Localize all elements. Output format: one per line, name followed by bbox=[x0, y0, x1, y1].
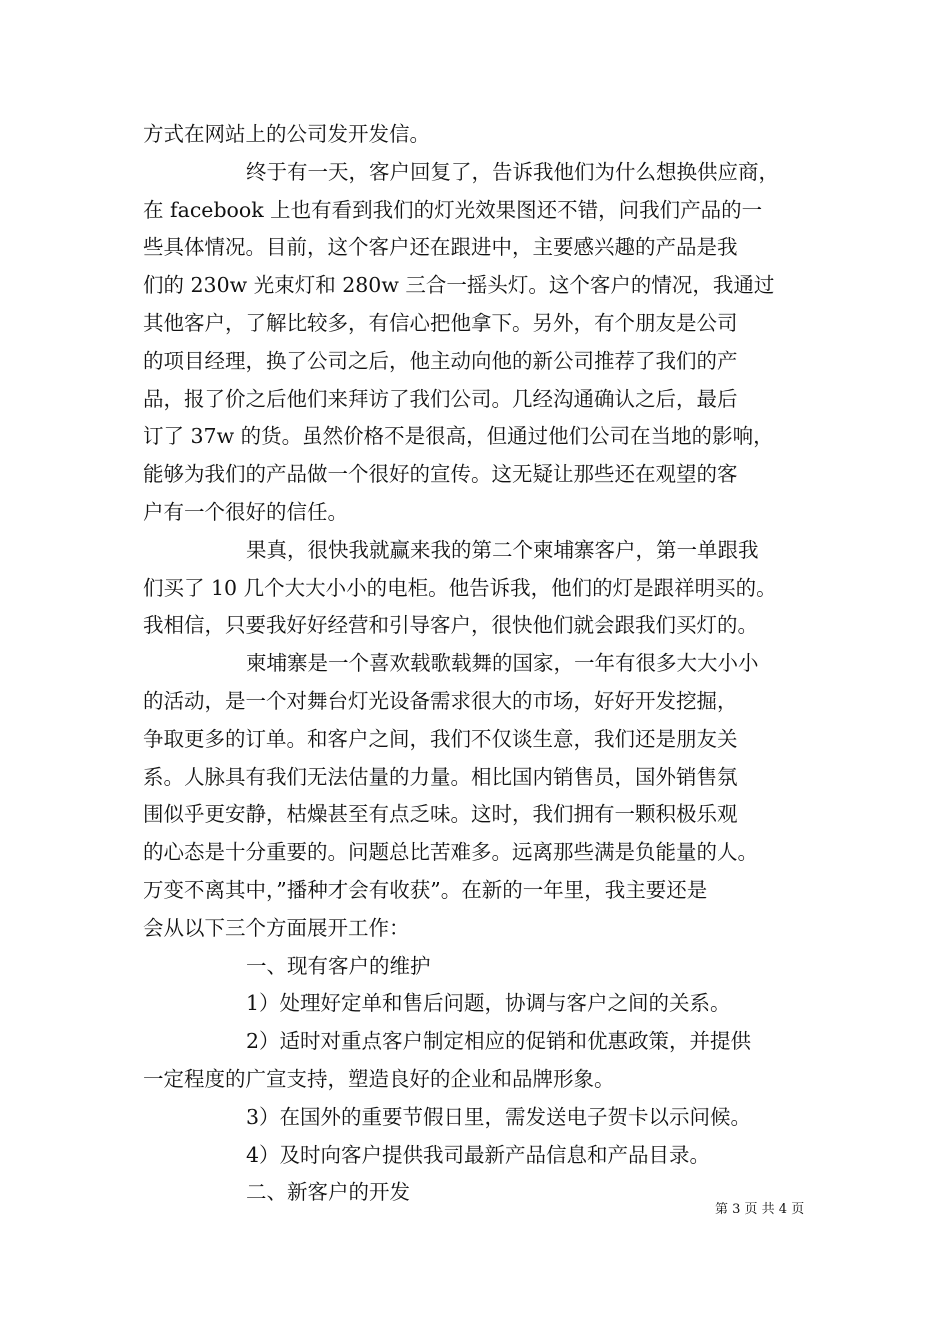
text-line: 户有一个很好的信任。 bbox=[143, 500, 348, 524]
text-line: 的心态是十分重要的。问题总比苦难多。远离那些满是负能量的人。 bbox=[143, 840, 758, 865]
text-line: 方式在网站上的公司发开发信。 bbox=[143, 122, 430, 146]
text-line: 们买了 10 几个大大小小的电柜。他告诉我，他们的灯是跟祥明买的。 bbox=[143, 575, 777, 600]
text-line: 订了 37w 的货。虽然价格不是很高，但通过他们公司在当地的影响， bbox=[143, 424, 774, 449]
text-line: 二、新客户的开发 bbox=[246, 1180, 410, 1205]
text-line: 4）及时向客户提供我司最新产品信息和产品目录。 bbox=[246, 1142, 711, 1167]
text-line: 们的 230w 光束灯和 280w 三合一摇头灯。这个客户的情况，我通过 bbox=[143, 273, 775, 298]
text-line: 3）在国外的重要节假日里，需发送电子贺卡以示问候。 bbox=[246, 1104, 752, 1129]
page-footer: 第 3 页 共 4 页 bbox=[715, 1202, 805, 1217]
text-line: 其他客户，了解比较多，有信心把他拿下。另外，有个朋友是公司 bbox=[143, 311, 738, 335]
text-line: 2）适时对重点客户制定相应的促销和优惠政策，并提供 bbox=[246, 1029, 752, 1054]
text-line: 的活动，是一个对舞台灯光设备需求很大的市场，好好开发挖掘， bbox=[143, 689, 738, 713]
text-line: 果真，很快我就赢来我的第二个柬埔寨客户，第一单跟我 bbox=[246, 537, 759, 562]
text-line: 在 facebook 上也有看到我们的灯光效果图还不错，问我们产品的一 bbox=[143, 197, 763, 222]
text-line: 万变不离其中，”播种才会有收获”。在新的一年里，我主要还是 bbox=[143, 878, 708, 902]
text-line: 围似乎更安静，枯燥甚至有点乏味。这时，我们拥有一颗积极乐观 bbox=[143, 802, 738, 827]
text-line: 争取更多的订单。和客户之间，我们不仅谈生意，我们还是朋友关 bbox=[143, 726, 738, 751]
text-line: 终于有一天，客户回复了，告诉我他们为什么想换供应商， bbox=[246, 159, 779, 184]
text-line: 能够为我们的产品做一个很好的宣传。这无疑让那些还在观望的客 bbox=[143, 462, 738, 487]
text-line: 我相信，只要我好好经营和引导客户，很快他们就会跟我们买灯的。 bbox=[143, 613, 758, 638]
text-line: 柬埔寨是一个喜欢载歌载舞的国家，一年有很多大大小小 bbox=[246, 651, 759, 676]
text-line: 些具体情况。目前，这个客户还在跟进中，主要感兴趣的产品是我 bbox=[143, 235, 738, 260]
text-line: 1）处理好定单和售后问题，协调与客户之间的关系。 bbox=[246, 991, 731, 1016]
text-line: 系。人脉具有我们无法估量的力量。相比国内销售员，国外销售氛 bbox=[143, 764, 738, 789]
text-line: 一、现有客户的维护 bbox=[246, 953, 431, 978]
text-line: 一定程度的广宣支持，塑造良好的企业和品牌形象。 bbox=[143, 1067, 615, 1091]
text-line: 品，报了价之后他们来拜访了我们公司。几经沟通确认之后，最后 bbox=[143, 386, 738, 411]
text-line: 的项目经理，换了公司之后，他主动向他的新公司推荐了我们的产 bbox=[143, 348, 738, 373]
text-line: 会从以下三个方面展开工作： bbox=[143, 915, 410, 940]
